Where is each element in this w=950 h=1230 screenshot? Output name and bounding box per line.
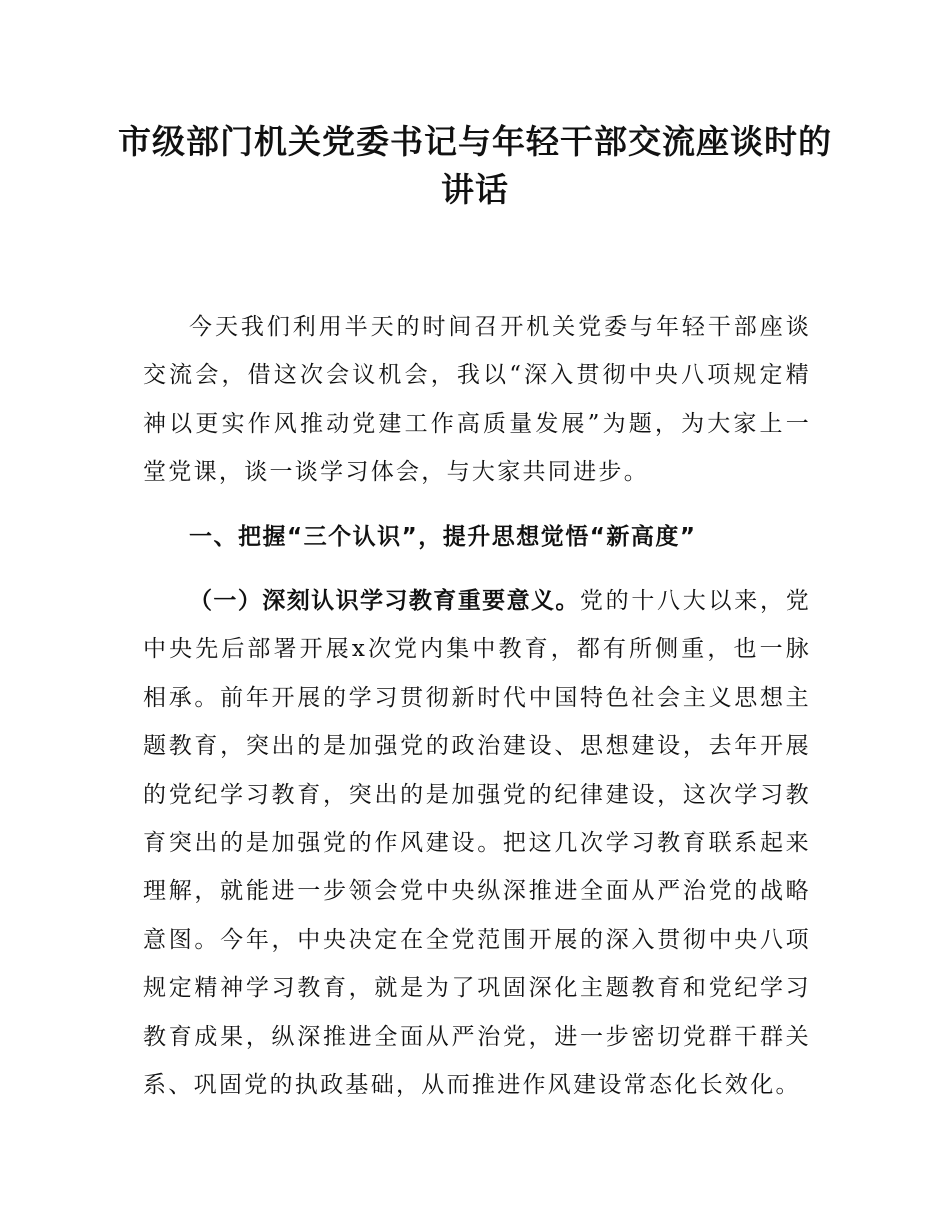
section-heading: 一、把握“三个认识”，提升思想觉悟“新高度”	[189, 523, 697, 550]
document-title: 市级部门机关党委书记与年轻干部交流座谈时的讲话	[118, 122, 832, 209]
subsection-text: 党的十八大以来，党中央先后部署开展x次党内集中教育，都有所侧重，也一脉相承。前年开展的学习贯彻新时代中国特色社会主义思想主题教育，突出的是加强党的政治建设、思想建设，去年开展的党纪学习教育，突出的是加强党的纪律建设，这次学习教育突出的是加强党的作风建设。把这几次学习教育联系起来理解，就能进一步领会党中央纵深推进全面从严治党的战略意图。今年，中央决定在全党范围开展的深入贯彻中央八项规定精神学习教育，就是为了巩固深化主题教育和党纪学习教育成果，纵深推进全面从严治党，进一步密切党群干群关系、巩固党的执政基础，从而推进作风建设常态化长效化。	[143, 588, 812, 1099]
document-body	[143, 303, 811, 1110]
subsection-paragraph	[143, 577, 811, 1109]
subsection-lead: （一）深刻认识学习教育重要意义。	[189, 588, 580, 615]
intro-paragraph: 今天我们利用半天的时间召开机关党委与年轻干部座谈交流会，借这次会议机会，我以“深入贯彻中央八项规定精神以更实作风推动党建工作高质量发展”为题，为大家上一堂党课，谈一谈学习体会，与大家共同进步。	[143, 314, 811, 486]
